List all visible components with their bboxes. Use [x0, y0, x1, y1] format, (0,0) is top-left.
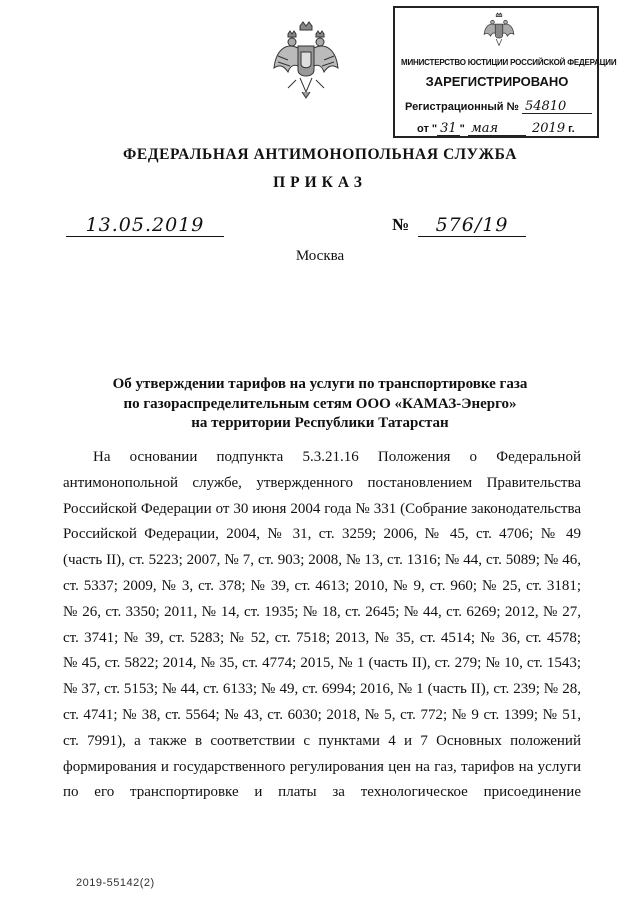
- double-headed-eagle-icon: [270, 20, 342, 106]
- stamp-date-day: 31: [437, 122, 460, 136]
- stamp-date-month: мая: [468, 122, 526, 136]
- body-line: № 37, ст. 5153; № 44, ст. 6133; № 49, ст. 6994; 2016, № 1 (часть II), ст. 239; № 28,: [63, 681, 581, 698]
- body-line: по его транспортировке и платы за технологическое присоединение: [63, 784, 581, 801]
- stamp-registration-number-line: [405, 100, 592, 114]
- stamp-ministry-name: МИНИСТЕРСТВО ЮСТИЦИИ РОССИЙСКОЙ ФЕДЕРАЦИИ: [401, 58, 617, 67]
- stamp-reg-number: 54810: [522, 100, 592, 114]
- subject-line: Об утверждении тарифов на услуги по транспортировке газа: [112, 376, 528, 392]
- body-line: ст. 5337; 2009, № 3, ст. 378; № 39, ст. 4613; 2010, № 9, ст. 960; № 25, ст. 3181;: [63, 577, 581, 594]
- registration-stamp: [393, 6, 617, 138]
- document-footer-code: 2019-55142(2): [76, 877, 155, 889]
- stamp-registered-label: ЗАРЕГИСТРИРОВАНО: [425, 74, 569, 89]
- stamp-date-prefix: от ": [417, 123, 438, 135]
- order-subject: [0, 375, 640, 434]
- order-number: 576/19: [418, 214, 526, 237]
- city: Москва: [295, 248, 345, 264]
- subject-line: по газораспределительным сетям ООО «КАМАЗ-Энерго»: [123, 395, 517, 412]
- stamp-emblem: [481, 12, 517, 52]
- body-paragraph: [63, 445, 581, 806]
- double-headed-eagle-icon: [481, 12, 517, 52]
- stamp-date-line: [417, 122, 575, 136]
- body-line: № 26, ст. 3350; 2011, № 14, ст. 1935; № 18, ст. 2645; № 44, ст. 6269; 2012, № 27,: [63, 603, 581, 620]
- body-line: Российской Федерации от 30 июня 2004 года № 331 (Собрание законодательства: [63, 500, 581, 517]
- order-date: 13.05.2019: [66, 214, 224, 237]
- order-title: ПРИКАЗ: [273, 174, 367, 191]
- body-line: (часть II), ст. 5223; 2007, № 7, ст. 903; 2008, № 13, ст. 1316; № 44, ст. 5089; № 46,: [63, 552, 581, 569]
- body-line: № 45, ст. 5822; 2014, № 35, ст. 4774; 2015, № 1 (часть II), ст. 279; № 10, ст. 1543;: [63, 655, 581, 672]
- stamp-date-suffix: г.: [568, 123, 575, 135]
- body-line: ст. 3741; № 39, ст. 5283; № 52, ст. 7518; 2013, № 35, ст. 4514; № 36, ст. 4578;: [63, 629, 581, 646]
- body-line: антимонопольной службе, утвержденного постановлением Правительства: [63, 474, 581, 491]
- stamp-reg-label: Регистрационный №: [405, 101, 519, 113]
- agency-name: ФЕДЕРАЛЬНАЯ АНТИМОНОПОЛЬНАЯ СЛУЖБА: [122, 146, 518, 163]
- order-number-label: №: [392, 215, 410, 234]
- body-line: формирования и государственного регулирования цен на газ, тарифов на услуги: [63, 758, 581, 775]
- stamp-date-year: 2019: [532, 121, 566, 136]
- body-line: Российской Федерации, 2004, № 31, ст. 3259; 2006, № 45, ст. 4706; № 49: [63, 526, 581, 543]
- body-line: ст. 4741; № 38, ст. 5564; № 43, ст. 6030; 2018, № 5, ст. 772; № 9 ст. 1399; № 51,: [63, 706, 581, 723]
- body-line: На основании подпункта 5.3.21.16 Положения о Федеральной: [93, 449, 581, 465]
- subject-line: на территории Республики Татарстан: [191, 415, 449, 431]
- body-line: ст. 7991), а также в соответствии с пунктами 4 и 7 Основных положений: [63, 732, 581, 749]
- stamp-date-quote: ": [459, 123, 465, 135]
- coat-of-arms-emblem: [270, 20, 342, 106]
